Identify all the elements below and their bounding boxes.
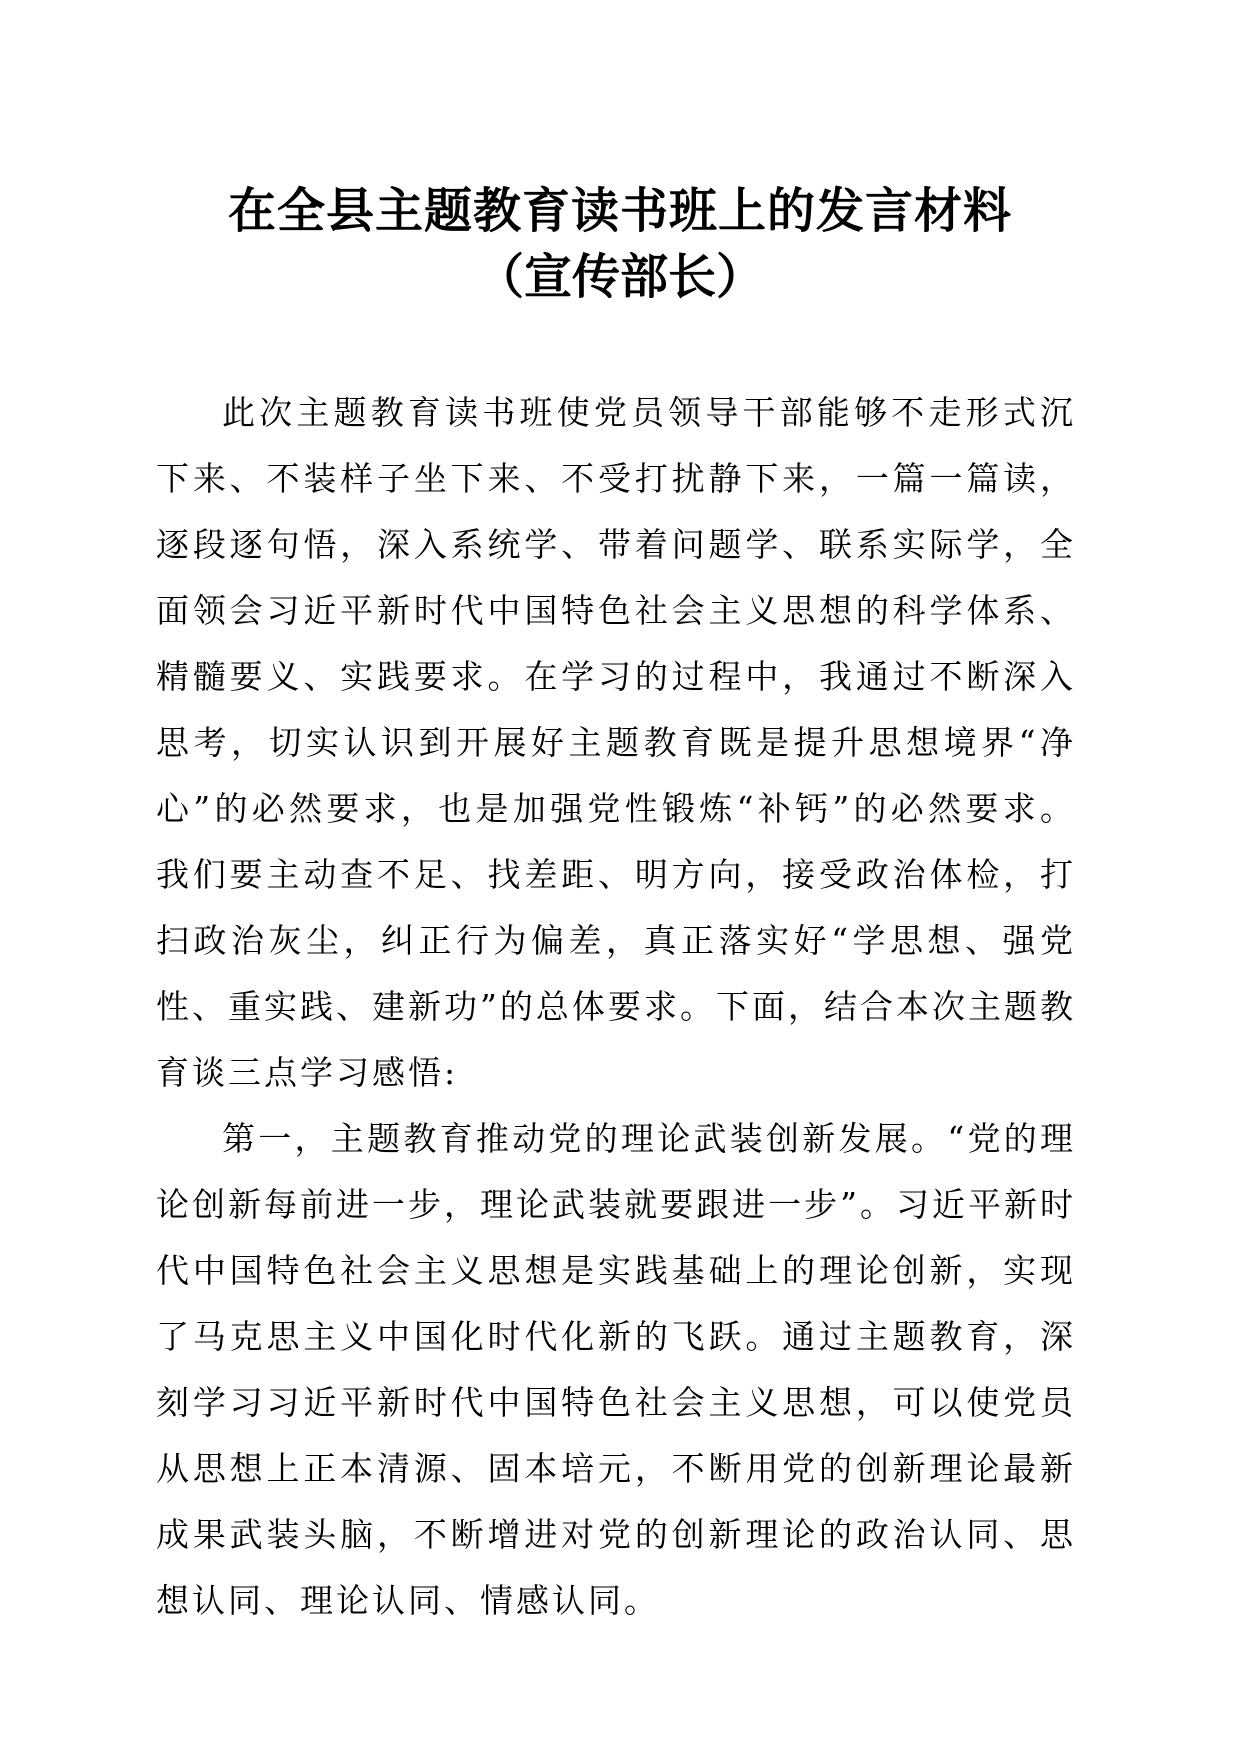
paragraph-point-one: 第一，主题教育推动党的理论武装创新发展。“党的理论创新每前进一步，理论武装就要跟进一步”。习近平新时代中国特色社会主义思想是实践基础上的理论创新，实现了马克思主义中国化时代化新的飞跃。通过主题教育，深刻学习习近平新时代中国特色社会主义思想，可以使党员从思想上正本清源、固本培元，不断用党的创新理论最新成果武装头脑，不断增进对党的创新理论的政治认同、思想认同、理论认同、情感认同。 xyxy=(156,1119,1076,1620)
title-block xyxy=(0,178,1240,310)
document-title: 在全县主题教育读书班上的发言材料 xyxy=(227,183,1012,239)
paragraph-intro: 此次主题教育读书班使党员领导干部能够不走形式沉下来、不装样子坐下来、不受打扰静下来，一篇一篇读，逐段逐句悟，深入系统学、带着问题学、联系实际学，全面领会习近平新时代中国特色社会主义思想的科学体系、精髓要义、实践要求。在学习的过程中，我通过不断深入思考，切实认识到开展好主题教育既是提升思想境界“净心”的必然要求，也是加强党性锻炼“补钙”的必然要求。我们要主动查不足、找差距、明方向，接受政治体检，打扫政治灰尘，纠正行为偏差，真正落实好“学思想、强党性、重实践、建新功”的总体要求。下面，结合本次主题教育谈三点学习感悟: xyxy=(156,393,1076,1092)
document-body xyxy=(156,380,1076,1634)
document-subtitle: （宣传部长） xyxy=(475,249,764,305)
